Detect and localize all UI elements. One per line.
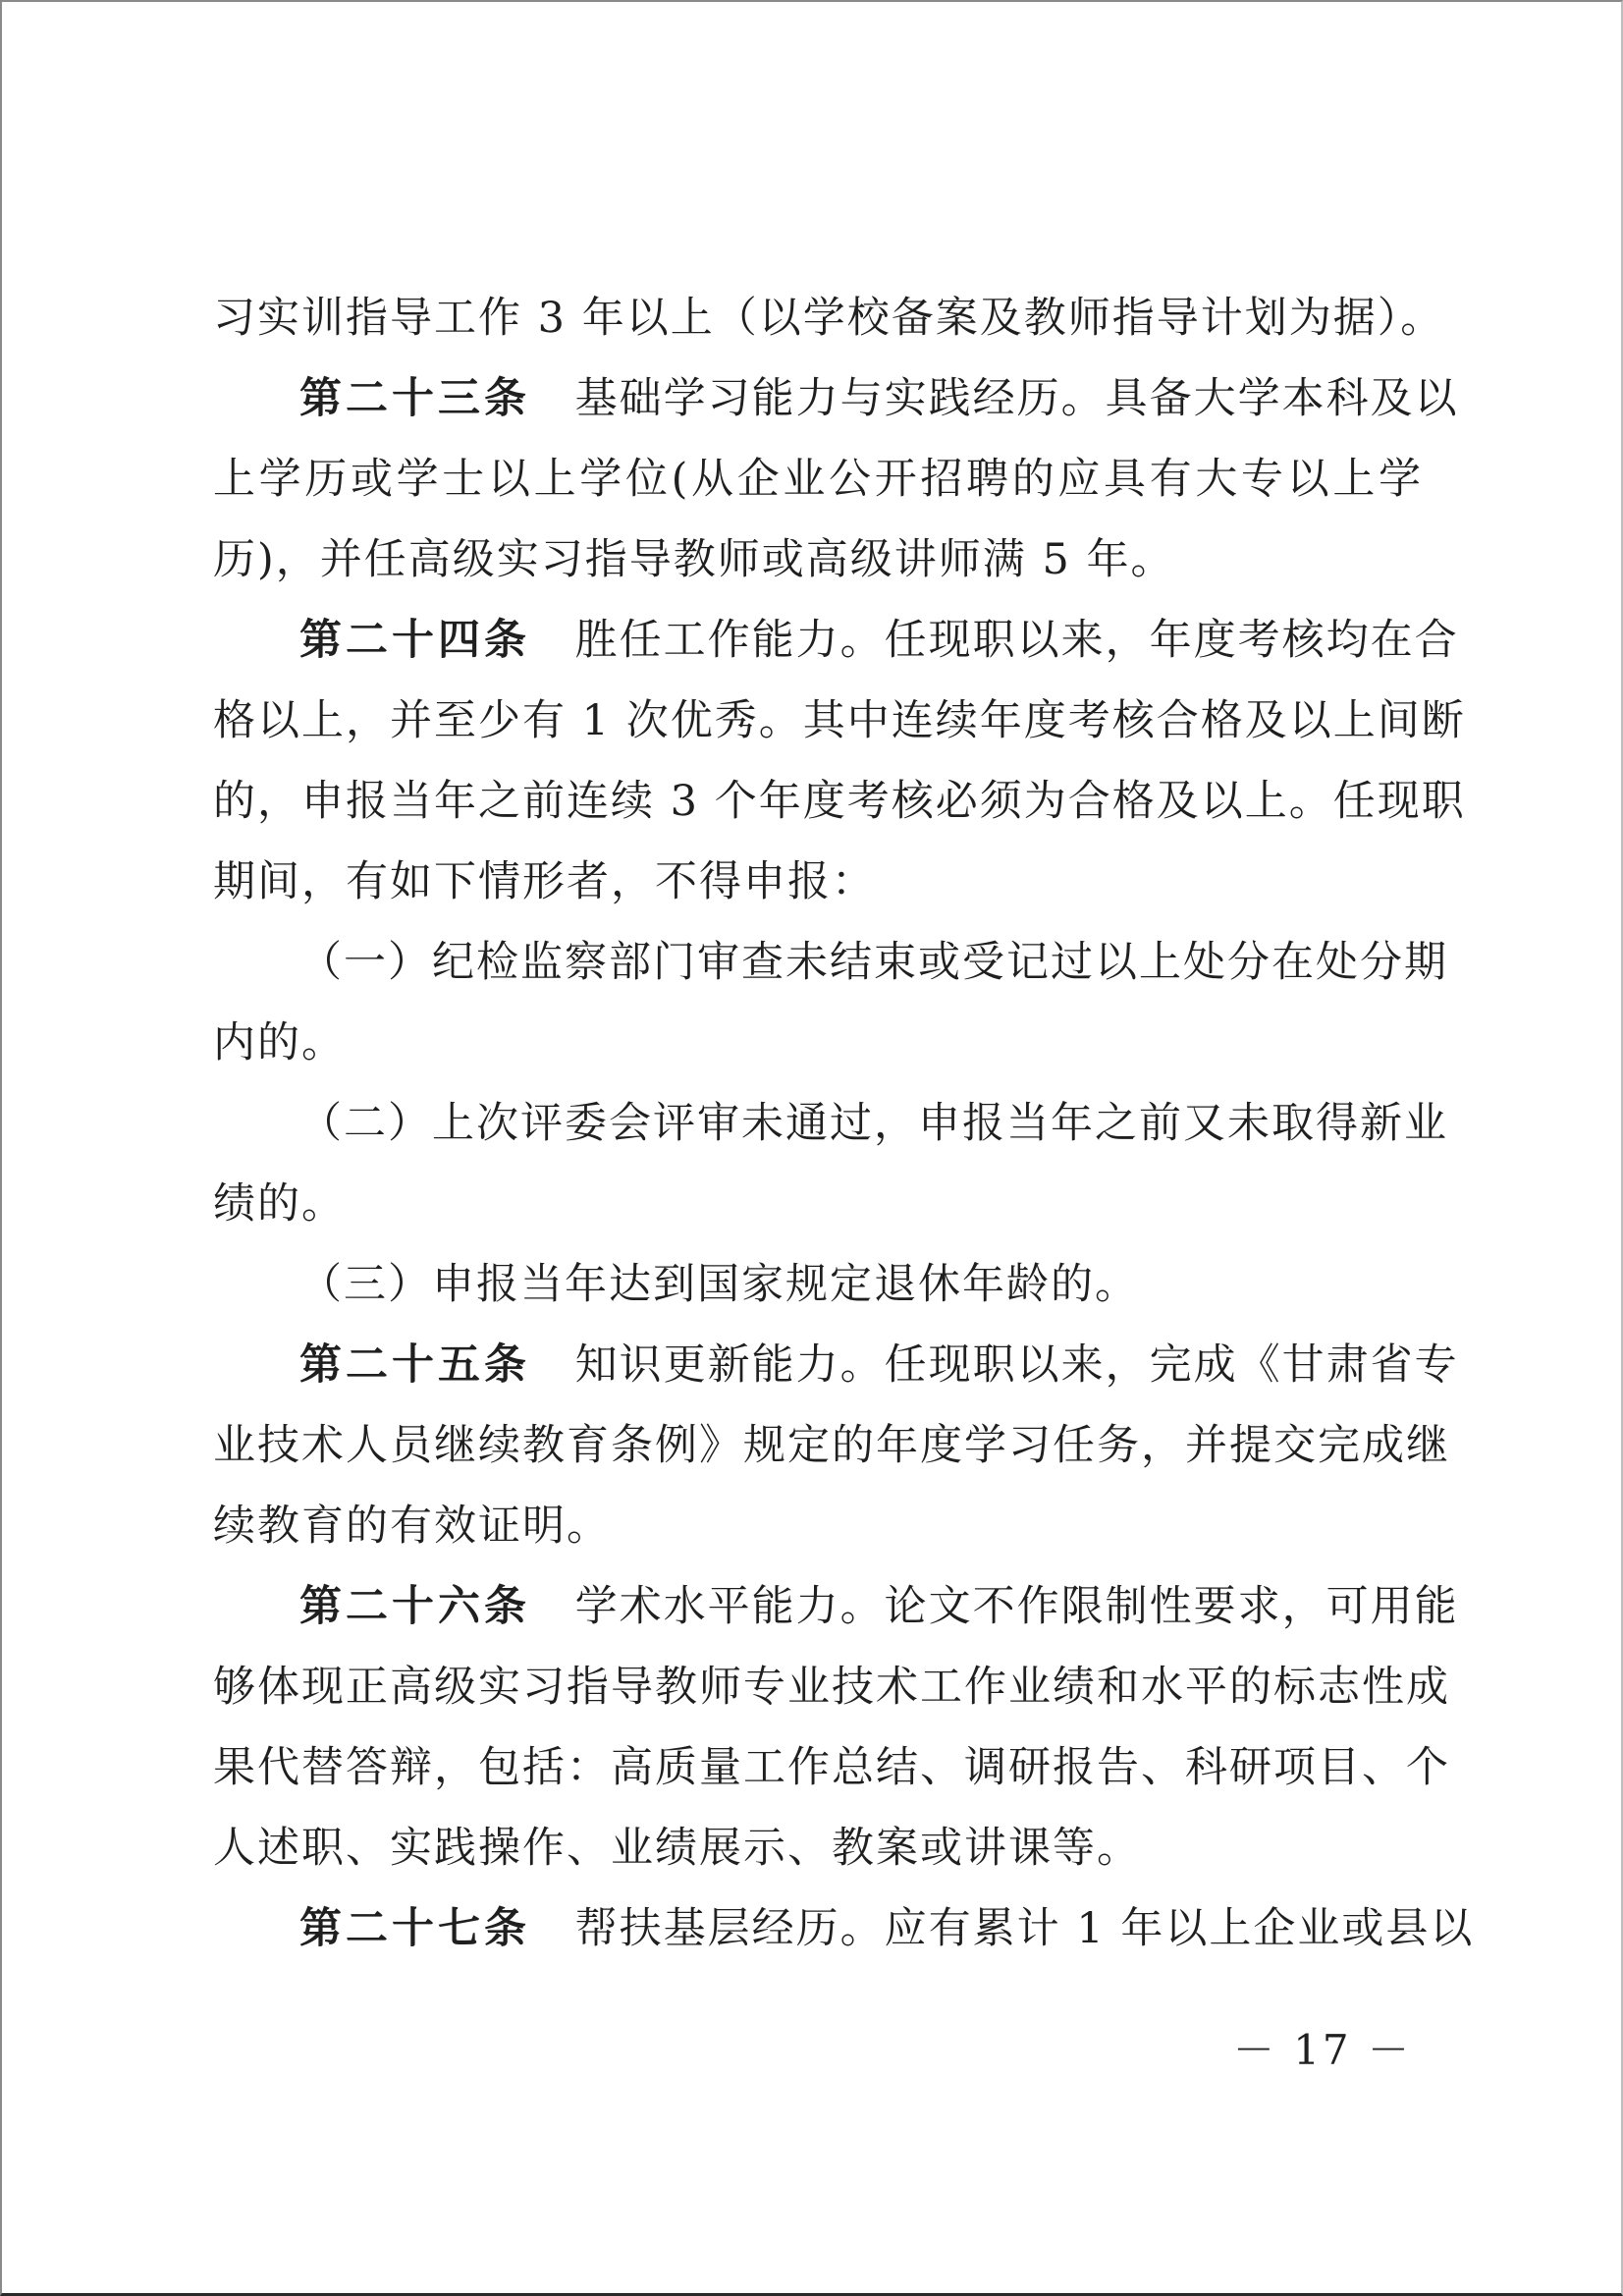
paragraph-line (213, 519, 1423, 600)
line-text: 果代替答辩，包括：高质量工作总结、调研报告、科研项目、个 (213, 1743, 1450, 1792)
line-text: 内的。 (213, 1018, 346, 1067)
line-text: 帮扶基层经历。应有累计 1 年以上企业或县以 (574, 1904, 1475, 1953)
paragraph-line (213, 1808, 1423, 1888)
line-text: 习实训指导工作 3 年以上（以学校备案及教师指导计划为据）。 (213, 294, 1445, 343)
paragraph-line (213, 1486, 1423, 1566)
paragraph-line (213, 842, 1423, 922)
article-heading-line (213, 1888, 1475, 1969)
list-item-line (213, 922, 1448, 1003)
paragraph-line (213, 439, 1423, 519)
paragraph-line (213, 278, 1445, 358)
list-item-line (213, 1244, 1423, 1325)
line-text: 期间，有如下情形者，不得申报： (213, 857, 876, 906)
article-heading-line (213, 1325, 1459, 1405)
line-text: 知识更新能力。任现职以来，完成《甘肃省专 (574, 1340, 1459, 1390)
document-body (213, 278, 1475, 1969)
page-number: － 17 － (1232, 2026, 1412, 2074)
paragraph-line (213, 1405, 1450, 1486)
line-text: 绩的。 (213, 1179, 346, 1229)
line-text: 够体现正高级实习指导教师专业技术工作业绩和水平的标志性成 (213, 1663, 1450, 1712)
line-text: 历)，并任高级实习指导教师或高级讲师满 5 年。 (213, 535, 1175, 584)
paragraph-line (213, 1727, 1450, 1808)
line-text: 格以上，并至少有 1 次优秀。其中连续年度考核合格及以上间断 (213, 696, 1466, 745)
article-heading-line (213, 600, 1459, 681)
article-heading: 第二十七条 (299, 1904, 530, 1953)
line-text: 人述职、实践操作、业绩展示、教案或讲课等。 (213, 1824, 1141, 1873)
paragraph-line (213, 1003, 1423, 1083)
paragraph-line (213, 681, 1466, 761)
article-heading: 第二十四条 (299, 616, 530, 665)
paragraph-line (213, 761, 1466, 842)
article-heading: 第二十五条 (299, 1340, 530, 1390)
article-heading: 第二十三条 (299, 374, 530, 423)
line-text: 学术水平能力。论文不作限制性要求，可用能 (574, 1582, 1459, 1631)
line-text: （三）申报当年达到国家规定退休年龄的。 (299, 1260, 1139, 1309)
paragraph-line (213, 1647, 1450, 1727)
line-text: （一）纪检监察部门审查未结束或受记过以上处分在处分期 (299, 938, 1448, 987)
line-text: 基础学习能力与实践经历。具备大学本科及以 (574, 374, 1459, 423)
line-text: （二）上次评委会评审未通过，申报当年之前又未取得新业 (299, 1099, 1448, 1148)
article-heading-line (213, 358, 1459, 439)
line-text: 续教育的有效证明。 (213, 1502, 611, 1551)
line-text: 胜任工作能力。任现职以来，年度考核均在合 (574, 616, 1459, 665)
line-text: 的，申报当年之前连续 3 个年度考核必须为合格及以上。任现职 (213, 777, 1466, 826)
line-text: 上学历或学士以上学位(从企业公开招聘的应具有大专以上学 (213, 455, 1423, 504)
article-heading: 第二十六条 (299, 1582, 530, 1631)
line-text: 业技术人员继续教育条例》规定的年度学习任务，并提交完成继 (213, 1421, 1450, 1470)
list-item-line (213, 1083, 1448, 1164)
article-heading-line (213, 1566, 1459, 1647)
paragraph-line (213, 1164, 1423, 1244)
